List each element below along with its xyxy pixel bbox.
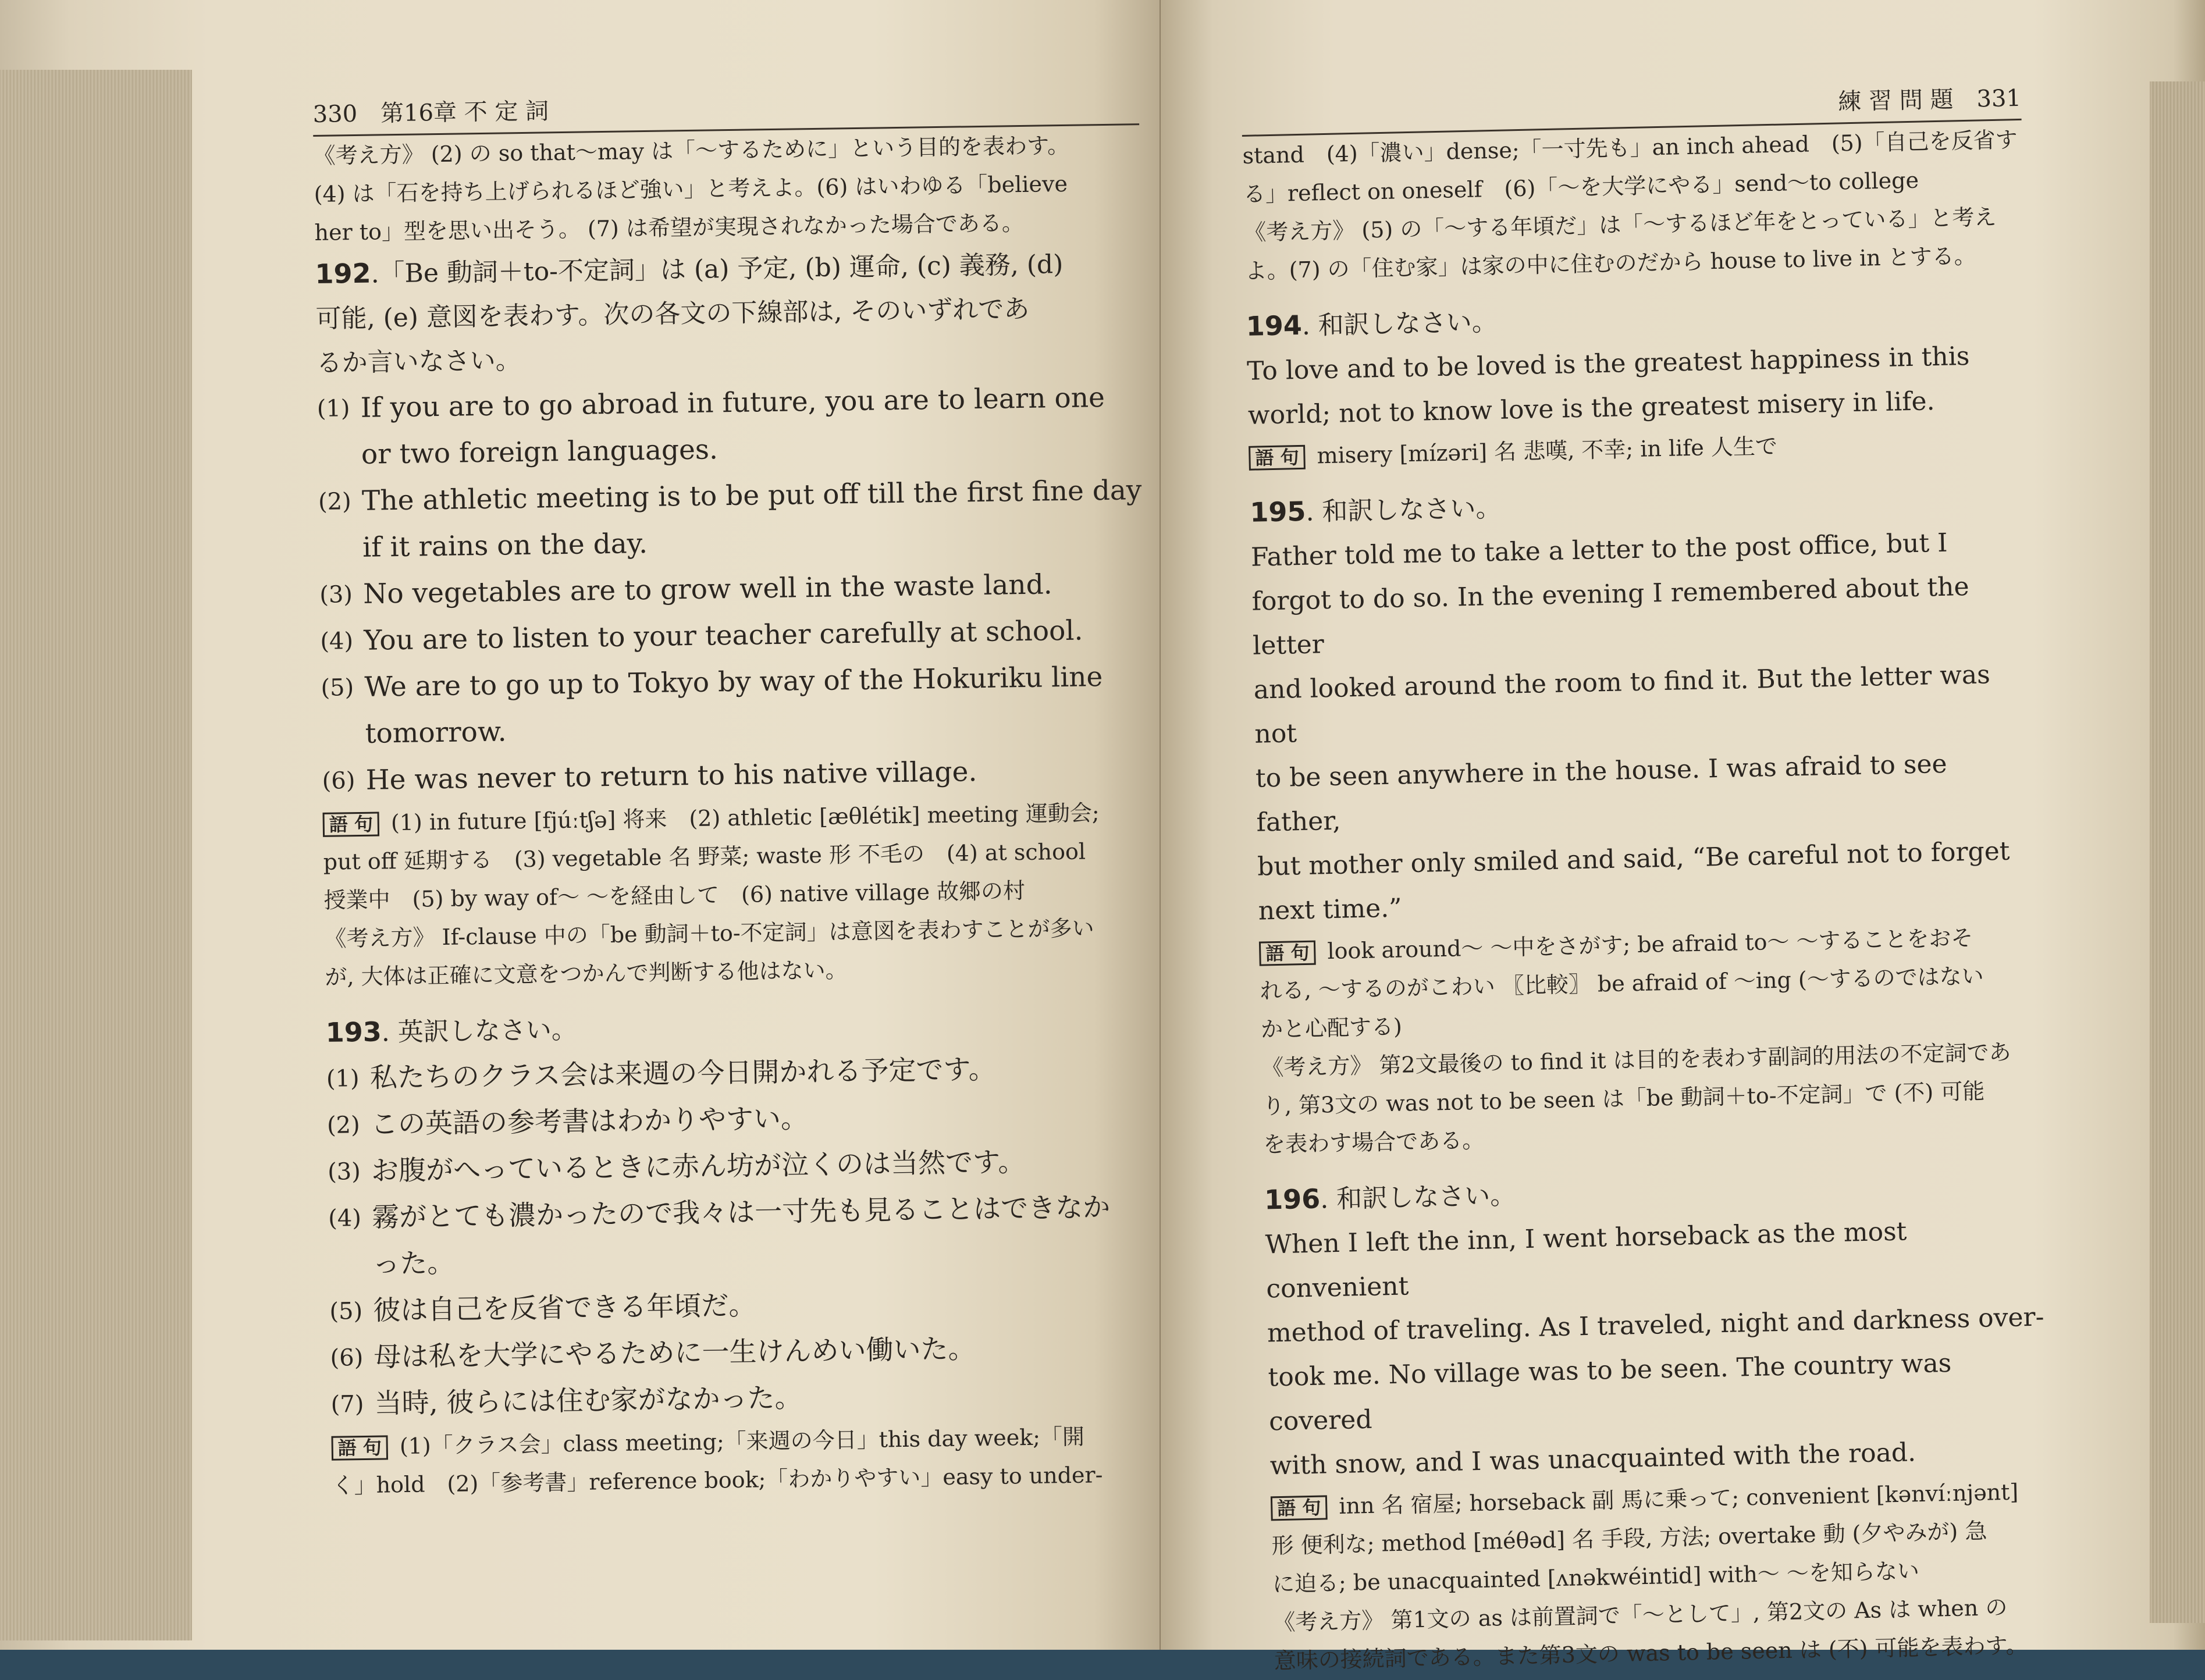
kangae-line: り, 第3文の was not to be seen は「be 動詞＋to-不定詞」で (不) 可能 [1262,1078,1985,1119]
item-text: No vegetables are to grow well in the waste land. [362,568,1053,610]
item-index: (4) [328,1205,362,1232]
text-line: next time.” [1258,893,1403,926]
goku-text: look around～ ～中をさがす; be afraid to～ ～することをおそ [1326,924,1973,964]
item-text: We are to go up to Tokyo by way of the Hokuriku line [364,661,1103,703]
kangae-line: (4) は「石を持ち上げられるほど強い」と考えよ。(6) はいわゆる「believe [314,170,1068,207]
item-index: (2) [326,1112,361,1139]
goku-line: れる, ～するのがこわい 〖比較〗 be afraid of ～ing (～するのではない [1260,963,1985,1004]
question-number: 196 [1264,1183,1321,1216]
text-line: but mother only smiled and said, “Be careful not to forget [1257,836,2010,882]
text-line: and looked around the room to find it. But the letter was not [1253,660,1991,749]
question-number: 192 [315,257,371,290]
instruction-line: るか言いなさい。 [316,346,522,378]
item-text: He was never to return to his native village. [365,756,977,796]
right-page-edges [2150,81,2205,1623]
kangae-line: 《考え方》 第2文最後の to find it は目的を表わす副詞的用法の不定詞であ [1261,1039,2011,1081]
goku-text: (1) in future [fjúːtʃə] 将来 (2) athletic [æθlétik] meeting 運動会; [390,800,1100,836]
goku-line: かと心配する) [1260,1013,1403,1042]
goku-text: misery [mízəri] 名 悲嘆, 不幸; in life 人生で [1317,433,1778,469]
text-line: world; not to know love is the greatest misery in life. [1247,386,1935,430]
item-index: (3) [319,581,353,608]
goku-label: 語 句 [323,812,380,837]
kangae-line: her to」型を思い出そう。 (7) は希望が実現されなかった場合である。 [314,209,1025,245]
item-text: You are to listen to your teacher carefully at school. [364,614,1083,657]
question-number: 195 [1249,495,1307,528]
item-continuation: tomorrow. [365,716,507,750]
left-page-content [311,0,1158,1505]
chapter-title: 第16章 不 定 詞 [380,98,549,127]
left-page-edges [0,70,192,1640]
instruction-line: . 英訳しなさい。 [381,1015,578,1048]
text-line: with snow, and I was unacquainted with the road. [1269,1437,1916,1481]
item-continuation: or two foreign languages. [361,433,719,471]
item-continuation: if it rains on the day. [362,528,648,564]
page-number-right: 331 [1976,84,2022,113]
item-index: (5) [329,1297,363,1325]
item-text: 私たちのクラス会は来週の今日開かれる予定です。 [369,1053,997,1094]
instruction-line: 可能, (e) 意図を表わす。次の各文の下線部は, そのいずれであ [315,294,1030,334]
question-number: 193 [325,1016,382,1048]
goku-text: inn 名 宿屋; horseback 副 馬に乗って; convenient [kənvíːnjənt] [1338,1479,2019,1519]
item-text: 霧がとても濃かったので我々は一寸先も見ることはできなか [371,1191,1111,1234]
goku-label: 語 句 [1249,445,1306,471]
right-page-content [1239,0,2054,1680]
kangae-line: 意味の接続詞である。また第3文の was to be seen は (不) 可能を表わす。 [1274,1632,2028,1674]
item-continuation: った。 [372,1247,455,1280]
item-index: (1) [316,395,350,422]
kangae-line: 《考え方》 If-clause 中の「be 動詞＋to-不定詞」は意図を表わすことが多い [324,915,1094,952]
text-line: To love and to be loved is the greatest happiness in this [1246,341,1970,386]
item-index: (5) [321,674,354,702]
question-number: 194 [1246,309,1303,342]
section-title: 練 習 問 題 [1837,86,1954,116]
item-text: The athletic meeting is to be put off till the first fine day [361,474,1142,517]
goku-label: 語 句 [331,1435,388,1460]
item-index: (7) [330,1390,364,1418]
text-line: stand (4)「濃い」dense;「一寸先も」an inch ahead (5)「自己を反省す [1242,127,2018,169]
text-line: When I left the inn, I went horseback as the most convenient [1265,1216,1907,1304]
item-text: 当時, 彼らには住む家がなかった。 [374,1382,802,1420]
item-index: (6) [330,1344,364,1372]
goku-line: put off 延期する (3) vegetable 名 野菜; waste 形 不毛の (4) at school [323,838,1086,875]
goku-line: く」hold (2)「参考書」reference book;「わかりやすい」easy to under- [332,1462,1103,1499]
instruction-line: . 和訳しなさい。 [1320,1180,1516,1215]
goku-text: (1)「クラス会」class meeting;「来週の今日」this day week;「開 [399,1423,1085,1460]
text-line: forgot to do so. In the evening I remembered about the letter [1251,571,1970,661]
goku-label: 語 句 [1259,941,1316,966]
kangae-line: よ。(7) の「住む家」は家の中に住むのだから house to live in とする。 [1244,243,1977,284]
kangae-line: 《考え方》 第1文の as は前置詞で「～として」, 第2文の As は when の [1272,1594,2008,1636]
item-text: If you are to go abroad in future, you are to learn one [360,382,1105,424]
goku-line: 形 便利な; method [méθəd] 名 手段, 方法; overtake 動 (夕やみが) 急 [1271,1518,1987,1559]
instruction-line: . 和訳しなさい。 [1301,307,1498,341]
text-line: る」reflect on oneself (6)「～を大学にやる」send～to college [1243,167,1919,207]
kangae-line: 《考え方》 (5) の「～する年頃だ」は「～するほど年をとっている」と考え [1243,204,1997,245]
item-text: 彼は自己を反省できる年頃だ。 [373,1289,756,1327]
item-text: お腹がへっているときに赤ん坊が泣くのは当然です。 [371,1146,1026,1187]
item-text: 母は私を大学にやるために一生けんめい働いた。 [374,1333,976,1373]
goku-line: に迫る; be unacquainted [ʌnəkwéintid] with～ ～を知らない [1272,1558,1920,1597]
kangae-line: 《考え方》 (2) の so that～may は「～するために」という目的を表わす。 [313,132,1070,169]
text-line: to be seen anywhere in the house. I was afraid to see father, [1255,749,1948,838]
goku-line: 授業中 (5) by way of～ ～を経由して (6) native village 故郷の村 [323,878,1026,913]
goku-label: 語 句 [1271,1495,1328,1521]
instruction-line: . 和訳しなさい。 [1305,493,1502,527]
instruction-line: .「Be 動詞＋to-不定詞」は (a) 予定, (b) 運命, (c) 義務, (d) [371,250,1064,289]
item-index: (3) [327,1158,361,1186]
kangae-line: が, 大体は正確に文意をつかんで判断する他はない。 [325,957,848,990]
item-index: (4) [320,628,354,655]
text-line: method of traveling. As I traveled, night and darkness over- [1267,1302,2044,1348]
item-index: (2) [318,488,352,515]
page-number-left: 330 [312,100,358,128]
item-index: (1) [326,1065,360,1092]
item-index: (6) [322,767,355,795]
kangae-line: を表わす場合である。 [1262,1127,1485,1158]
text-line: Father told me to take a letter to the post office, but I [1250,528,1948,572]
item-text: この英語の参考書はわかりやすい。 [370,1102,809,1141]
text-line: took me. No village was to be seen. The country was covered [1268,1348,1952,1437]
